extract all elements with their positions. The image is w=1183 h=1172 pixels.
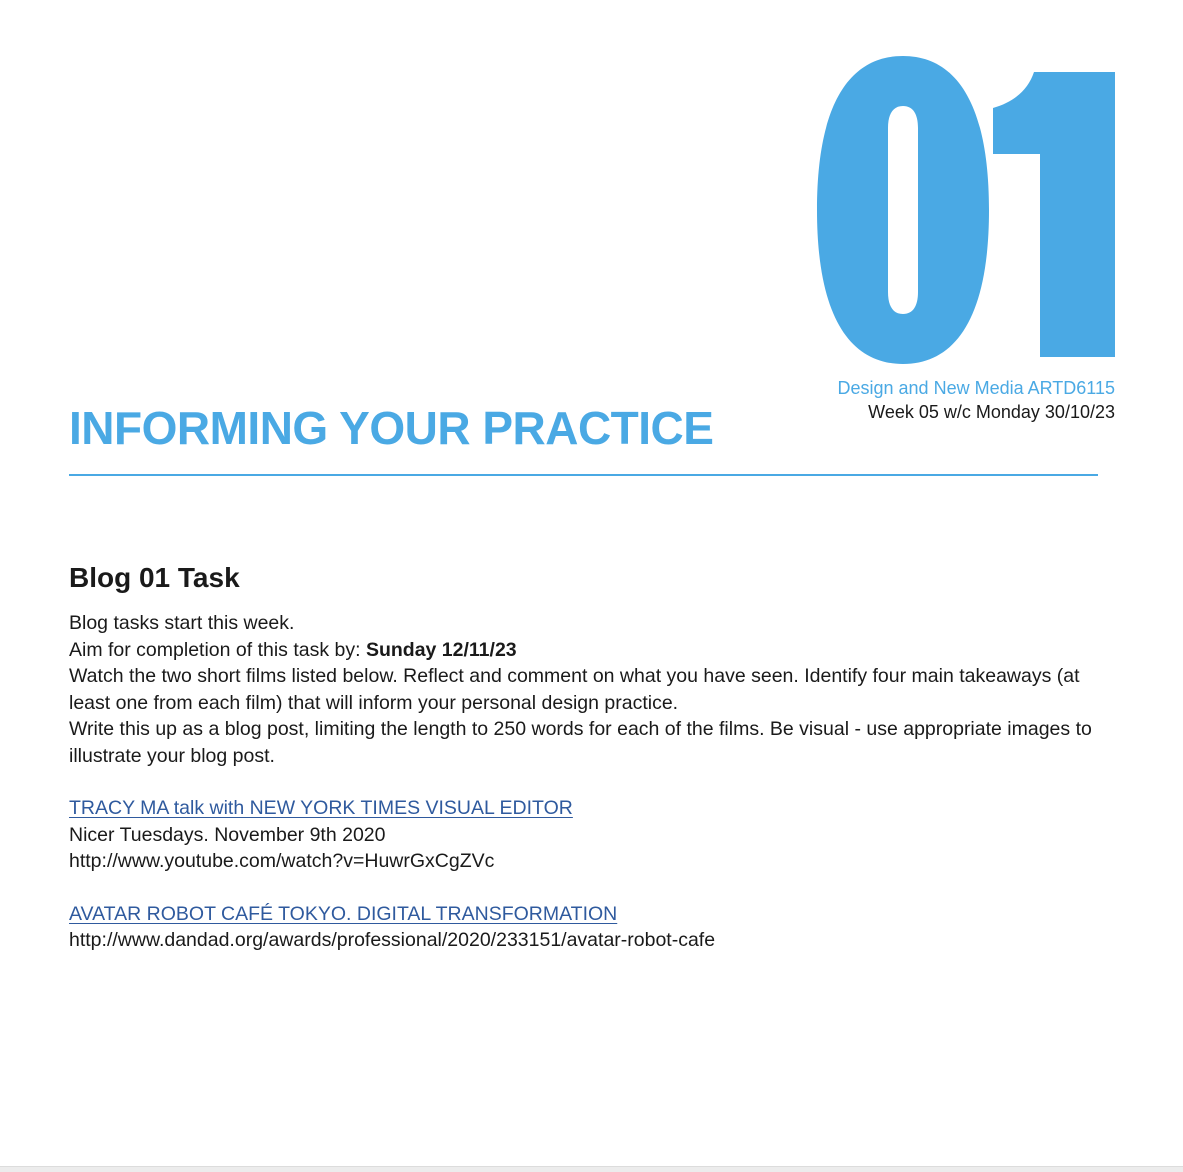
course-name: Design and New Media ARTD6115 [837, 378, 1115, 398]
film-url: http://www.youtube.com/watch?v=HuwrGxCgZVc [69, 850, 495, 872]
title-divider [69, 474, 1098, 476]
week-date: Week 05 w/c Monday 30/10/23 [868, 402, 1115, 422]
week-number-01-graphic [812, 56, 1115, 364]
film-url: http://www.dandad.org/awards/professional/2020/233151/avatar-robot-cafe [69, 929, 716, 951]
film-subtitle: Nicer Tuesdays. November 9th 2020 [69, 823, 386, 846]
film-title-link[interactable]: TRACY MA talk with NEW YORK TIMES VISUAL EDITOR [69, 797, 573, 819]
task-section [69, 558, 1109, 954]
task-deadline [69, 637, 1109, 664]
deadline-value: Sunday 12/11/23 [365, 638, 517, 661]
task-instructions-blog: Write this up as a blog post, limiting the length to 250 words for each of the films. Be visual - use appropriate images to illustrate your blog post. [69, 718, 1092, 767]
page-edge [0, 1166, 1183, 1172]
film-item [69, 901, 1109, 954]
task-instructions: Watch the two short films listed below. Reflect and comment on what you have seen. Identify four main takeaways (at least one from each film) that will inform your personal design practice. [69, 665, 1080, 714]
film-title-link[interactable]: AVATAR ROBOT CAFÉ TOKYO. DIGITAL TRANSFORMATION [69, 902, 618, 925]
task-intro: Blog tasks start this week. [69, 612, 295, 634]
section-heading: Blog 01 Task [69, 562, 240, 593]
course-info [838, 376, 1116, 424]
film-item [69, 795, 1109, 875]
page-title: INFORMING YOUR PRACTICE [69, 402, 714, 454]
deadline-label: Aim for completion of this task by: [69, 638, 366, 661]
week-number-graphic [812, 56, 1115, 364]
task-body [69, 610, 1109, 954]
